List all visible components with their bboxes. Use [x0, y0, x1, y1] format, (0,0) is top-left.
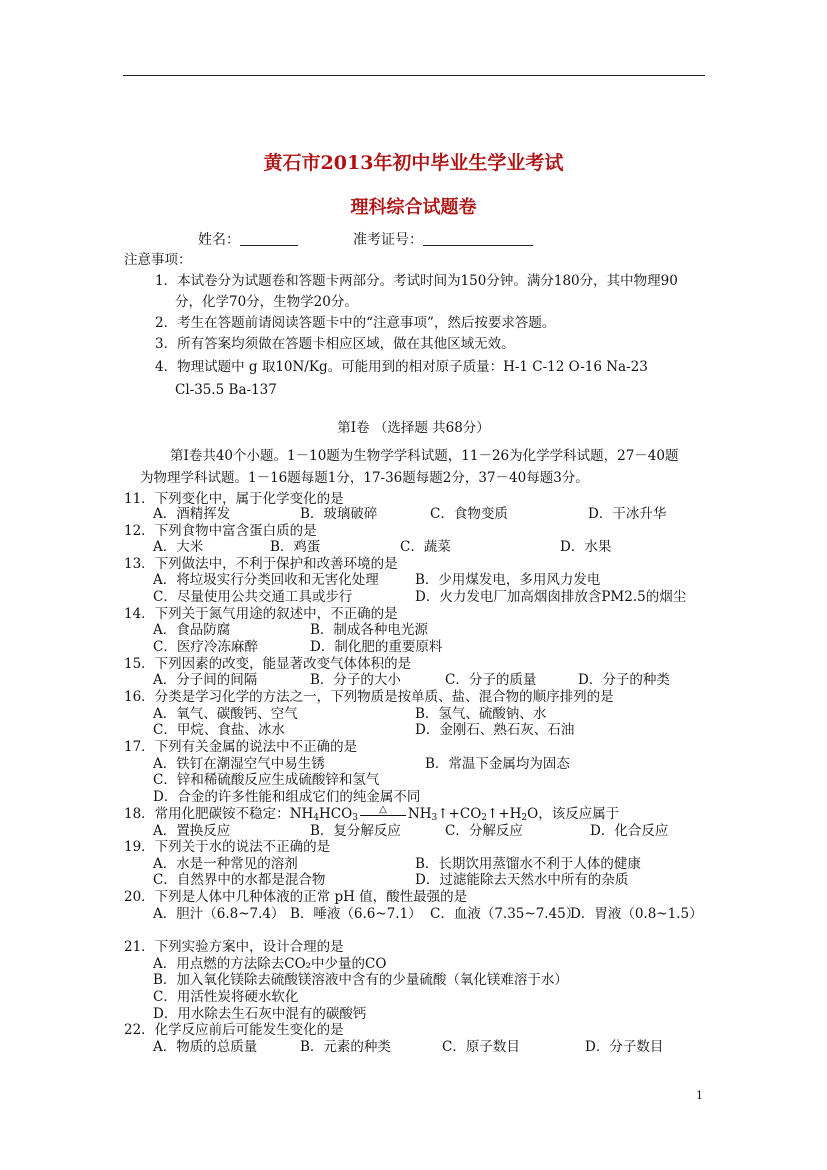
exam-subtitle: 理科综合试题卷 [350, 197, 477, 218]
question-stem: 22．化学反应前后可能发生变化的是 [124, 1022, 344, 1038]
section-title: 第Ⅰ卷 （选择题 共68分） [337, 420, 490, 436]
question-stem: 14．下列关于氮气用途的叙述中，不正确的是 [124, 606, 398, 622]
answer-option: A．铁钉在潮湿空气中易生锈 [153, 756, 325, 772]
answer-option: D．过滤能除去天然水中所有的杂质 [415, 872, 629, 888]
answer-option: C．用活性炭将硬水软化 [153, 989, 299, 1005]
question-stem: 12．下列食物中富含蛋白质的是 [124, 523, 317, 539]
answer-option: B．元素的种类 [300, 1039, 391, 1055]
name-field[interactable] [198, 229, 298, 249]
answer-option: A．酒精挥发 [153, 506, 231, 522]
answer-option: D．合金的许多性能和组成它们的纯金属不同 [153, 789, 421, 805]
notice-item: 2．考生在答题前请阅读答题卡中的“注意事项”，然后按要求答题。 [155, 315, 556, 331]
answer-option: C．蔬菜 [400, 539, 451, 555]
notice-item: 分，化学70分，生物学20分。 [175, 294, 358, 310]
answer-option: B．氢气、硫酸钠、水 [415, 706, 547, 722]
question-stem: 15．下列因素的改变，能显著改变气体体积的是 [124, 656, 412, 672]
answer-option: C．食物变质 [430, 506, 508, 522]
answer-option: D．制化肥的重要原料 [310, 639, 443, 655]
answer-option: A．氧气、碳酸钙、空气 [153, 706, 298, 722]
answer-option: B．复分解反应 [310, 823, 401, 839]
answer-option: D．干冰升华 [588, 506, 667, 522]
answer-option: A．水是一种常见的溶剂 [153, 856, 298, 872]
answer-option: D．火力发电厂加高烟囱排放含PM2.5的烟尘 [415, 589, 687, 605]
name-label: 姓名： [198, 232, 240, 248]
id-field[interactable] [353, 229, 533, 249]
answer-option: B．唾液（6.6~7.1） [290, 906, 422, 922]
answer-option: C．尽量使用公共交通工具或步行 [153, 589, 353, 605]
answer-option: D．水果 [560, 539, 612, 555]
answer-option: D．分子的种类 [578, 672, 670, 688]
answer-option: B．长期饮用蒸馏水不利于人体的健康 [415, 856, 641, 872]
answer-option: A．置换反应 [153, 823, 231, 839]
answer-option: A．分子间的间隔 [153, 672, 258, 688]
answer-option: D．分子数目 [585, 1039, 664, 1055]
answer-option: C．分解反应 [445, 823, 523, 839]
answer-option: C．锌和稀硫酸反应生成硫酸锌和氢气 [153, 772, 380, 788]
reaction-condition: △ [358, 807, 408, 819]
id-label: 准考证号： [353, 232, 423, 248]
question-stem: 18．常用化肥碳铵不稳定：$NH_4HCO_3$ △ $NH_3↑+CO_2↑+H_2O$，该反应属于 [124, 804, 620, 823]
question-stem: 17．下列有关金属的说法中不正确的是 [124, 739, 358, 755]
question-stem: 21．下列实验方案中，设计合理的是 [124, 939, 344, 955]
question-stem: 19．下列关于水的说法不正确的是 [124, 839, 331, 855]
name-blank[interactable] [240, 231, 298, 246]
answer-option: B．常温下金属均为固态 [425, 756, 570, 772]
notice-item: 3．所有答案均须做在答题卡相应区域，做在其他区域无效。 [155, 336, 515, 352]
question-stem: 20．下列是人体中几种体液的正常 pH 值，酸性最强的是 [124, 889, 468, 905]
answer-option: C．原子数目 [442, 1039, 520, 1055]
exam-title: 黄石市2013年初中毕业生学业考试 [263, 152, 564, 174]
answer-option: C．自然界中的水都是混合物 [153, 872, 326, 888]
answer-option: D．化合反应 [590, 823, 669, 839]
answer-option: C．甲烷、食盐、冰水 [153, 722, 285, 738]
question-stem: 13．下列做法中，不利于保护和改善环境的是 [124, 556, 398, 572]
answer-option: A．食品防腐 [153, 622, 231, 638]
answer-option: C．分子的质量 [445, 672, 537, 688]
answer-option: B．分子的大小 [310, 672, 401, 688]
id-blank[interactable] [423, 231, 533, 246]
answer-option: A．物质的总质量 [153, 1039, 258, 1055]
answer-option: B．制成各种电光源 [310, 622, 428, 638]
header-rule [123, 75, 705, 76]
answer-option: D．金刚石、熟石灰、石油 [415, 722, 575, 738]
answer-option: C．医疗冷冻麻醉 [153, 639, 258, 655]
answer-option: A．胆汁（6.8~7.4） [153, 906, 285, 922]
answer-option: B．少用煤发电，多用风力发电 [415, 572, 601, 588]
answer-option: D．胃液（0.8~1.5） [570, 906, 703, 922]
question-stem: 11．下列变化中，属于化学变化的是 [124, 491, 344, 507]
section-intro: 为物理学科试题。1－16题每题1分，17-36题每题2分，37－40每题3分。 [140, 470, 589, 486]
notice-item: 4．物理试题中 g 取10N/Kg。可能用到的相对原子质量：H-1 C-12 O-16 Na-23 [155, 359, 648, 375]
answer-option: C．血液（7.35~7.45） [430, 906, 580, 922]
notice-heading: 注意事项： [124, 252, 192, 268]
notice-item: Cl-35.5 Ba-137 [175, 382, 277, 398]
notice-item: 1．本试卷分为试题卷和答题卡两部分。考试时间为150分钟。满分180分，其中物理90 [155, 273, 678, 289]
answer-option: A．将垃圾实行分类回收和无害化处理 [153, 572, 379, 588]
answer-option: B．鸡蛋 [270, 539, 321, 555]
answer-option: B．玻璃破碎 [300, 506, 378, 522]
answer-option: A．用点燃的方法除去CO₂中少量的CO [153, 956, 387, 972]
answer-option: A．大米 [153, 539, 204, 555]
question-stem: 16．分类是学习化学的方法之一，下列物质是按单质、盐、混合物的顺序排列的是 [124, 689, 614, 705]
answer-option: B．加入氧化镁除去硫酸镁溶液中含有的少量硫酸（氧化镁难溶于水） [153, 972, 568, 988]
section-intro: 第Ⅰ卷共40个小题。1－10题为生物学学科试题，11－26为化学学科试题，27－40题 [170, 448, 679, 464]
answer-option: D．用水除去生石灰中混有的碳酸钙 [153, 1006, 367, 1022]
page-number: 1 [696, 1089, 703, 1102]
